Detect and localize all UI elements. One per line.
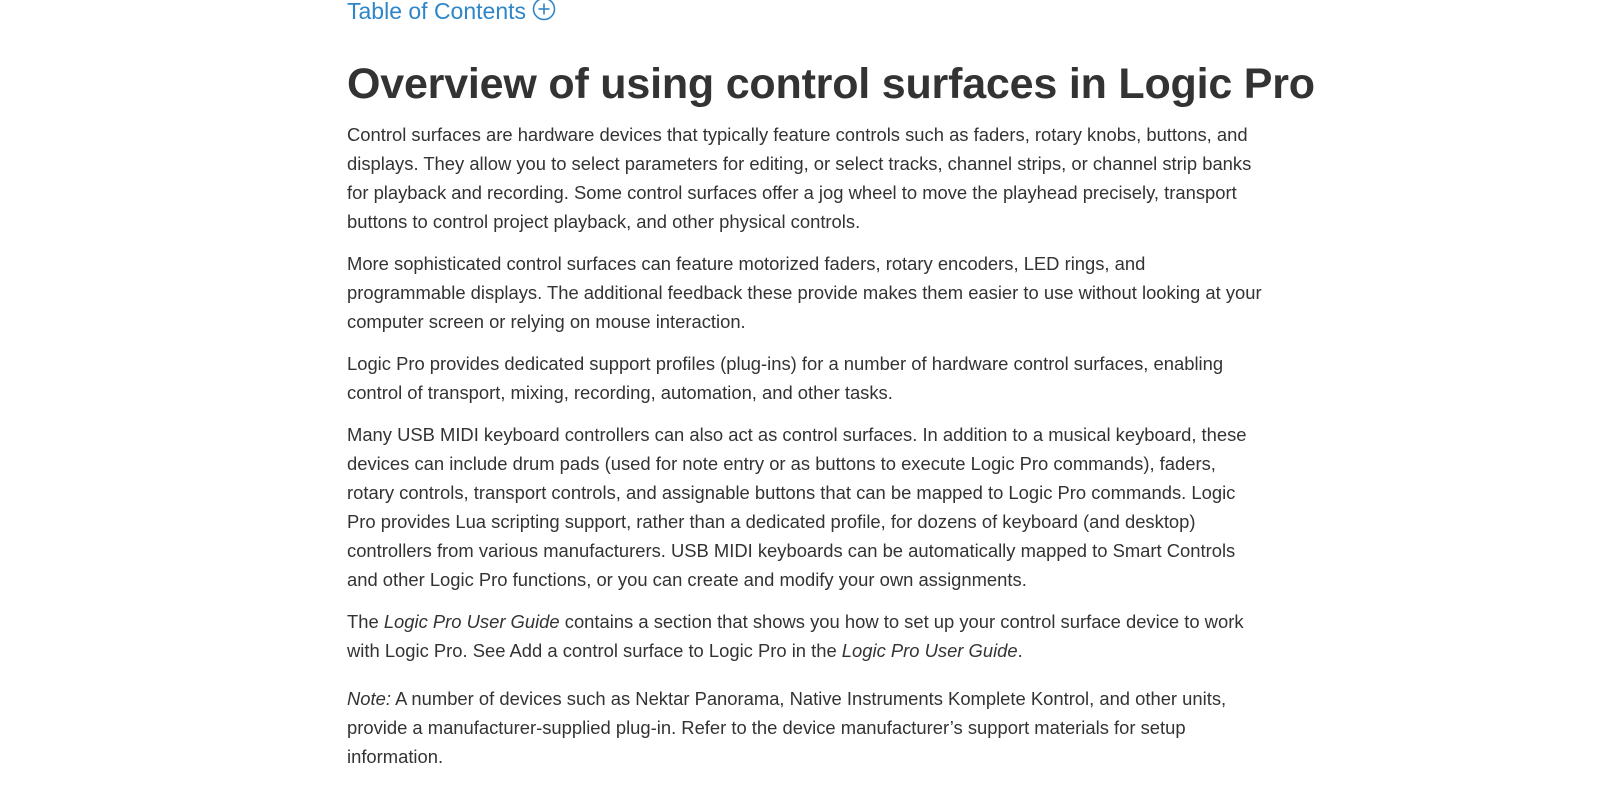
guide-text-middle: contains a section that shows you how to set up your control surface device to work with Logic Pro. See Add a control surface to Logic Pro in the [347, 611, 1244, 661]
table-of-contents-toggle[interactable] [347, 0, 1267, 22]
book-title: Logic Pro User Guide [841, 640, 1018, 661]
paragraph-sophisticated: More sophisticated control surfaces can feature motorized faders, rotary encoders, LED rings, and programmable displays. The additional feedback these provide makes them easier to use without looking at your computer screen or relying on mouse interaction. [347, 253, 1262, 332]
paragraph-user-guide [347, 607, 1267, 665]
table-of-contents-label[interactable]: Table of Contents [347, 0, 527, 24]
page-title: Overview of using control surfaces in Logic Pro [347, 60, 1315, 108]
article [347, 0, 1315, 784]
note-paragraph [347, 684, 1267, 771]
note-text: A number of devices such as Nektar Panorama, Native Instruments Komplete Kontrol, and other units, provide a manufacturer-supplied plug-in. Refer to the device manufacturer’s support materials for setup information. [347, 688, 1227, 767]
guide-text-end: . [1017, 640, 1023, 661]
plus-circle-icon[interactable] [532, 0, 556, 21]
paragraph-usb-midi: Many USB MIDI keyboard controllers can also act as control surfaces. In addition to a musical keyboard, these devices can include drum pads (used for note entry or as buttons to execute Logic Pro commands), faders, rotary controls, transport controls, and assignable buttons that can be mapped to Logic Pro commands. Logic Pro provides Lua scripting support, rather than a dedicated profile, for dozens of keyboard (and desktop) controllers from various manufacturers. USB MIDI keyboards can be automatically mapped to Smart Controls and other Logic Pro functions, or you can create and modify your own assignments. [347, 424, 1247, 590]
guide-text-start: The [347, 611, 384, 632]
paragraph-intro: Control surfaces are hardware devices that typically feature controls such as faders, rotary knobs, buttons, and displays. They allow you to select parameters for editing, or select tracks, channel strips, or channel strip banks for playback and recording. Some control surfaces offer a jog wheel to move the playhead precisely, transport buttons to control project playback, and other physical controls. [347, 124, 1252, 232]
book-title: Logic Pro User Guide [383, 611, 560, 632]
article-body [347, 120, 1267, 771]
note-label: Note: [347, 688, 391, 709]
paragraph-support-profiles: Logic Pro provides dedicated support profiles (plug-ins) for a number of hardware control surfaces, enabling control of transport, mixing, recording, automation, and other tasks. [347, 353, 1224, 403]
